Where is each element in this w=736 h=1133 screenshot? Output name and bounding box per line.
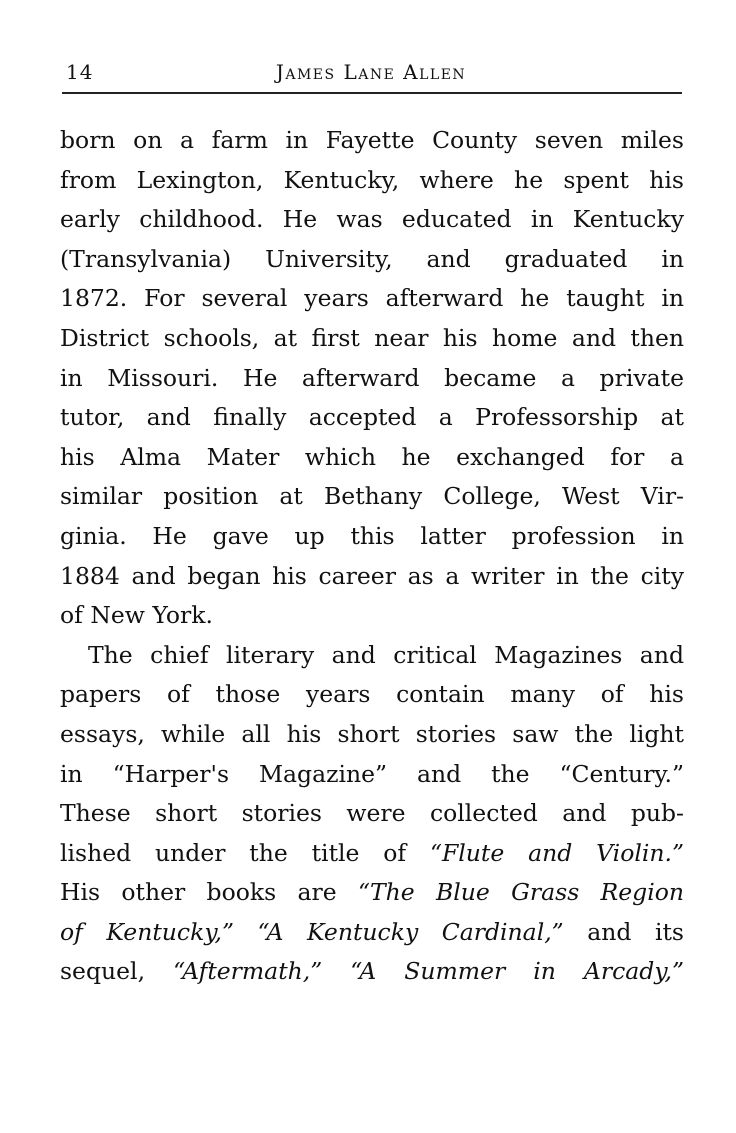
book-title-kentucky-cardinal: “A Kentucky Cardinal,” — [257, 917, 564, 946]
text-line: from Lexington, Kentucky, where he spent his — [60, 165, 684, 194]
header-rule — [62, 92, 682, 94]
paragraph-1 — [60, 121, 684, 636]
book-title-flute-and-violin: “Flute and Violin.” — [429, 838, 684, 867]
text-line: ginia. He gave up this latter profession in — [60, 521, 684, 550]
text-line — [60, 834, 684, 874]
text-line: of New York. — [60, 601, 213, 630]
text-line: his Alma Mater which he exchanged for a — [60, 442, 684, 471]
page-number: 14 — [66, 60, 94, 84]
text-line: The chief literary and critical Magazines and — [88, 640, 684, 669]
text-line: These short stories were collected and pub- — [60, 799, 684, 828]
text-span: and its — [563, 917, 684, 946]
text-line: in Missouri. He afterward became a private — [60, 363, 684, 392]
text-line: 1884 and began his career as a writer in the city — [60, 561, 684, 590]
text-line — [60, 952, 684, 992]
text-line: 1872. For several years afterward he taught in — [60, 284, 684, 313]
book-title-blue-grass-region-cont: of Kentucky,” — [60, 917, 234, 946]
text-line — [60, 873, 684, 913]
text-line: tutor, and finally accepted a Professorship at — [60, 403, 684, 432]
text-line: essays, while all his short stories saw the light — [60, 719, 684, 748]
text-line: born on a farm in Fayette County seven miles — [60, 126, 684, 154]
book-title-summer-in-arcady: “A Summer in Arcady,” — [350, 957, 684, 986]
text-line: papers of those years contain many of his — [60, 680, 684, 709]
body-text — [60, 121, 684, 992]
text-line — [60, 913, 684, 953]
book-title-aftermath: “Aftermath,” — [173, 957, 323, 986]
text-line: (Transylvania) University, and graduated in — [60, 244, 684, 273]
text-span: lished under the title of — [60, 838, 430, 867]
page-header — [60, 56, 682, 92]
text-line: in “Harper's Magazine” and the “Century.” — [60, 759, 684, 788]
book-title-blue-grass-region: “The Blue Grass Region — [357, 878, 684, 907]
paragraph-2 — [60, 636, 684, 992]
running-head: James Lane Allen — [275, 60, 467, 84]
text-span: His other books are — [60, 878, 358, 907]
text-line: early childhood. He was educated in Kentucky — [60, 205, 684, 234]
text-line: similar position at Bethany College, West Vir- — [60, 482, 684, 511]
text-line: District schools, at first near his home and then — [60, 323, 684, 352]
text-span: sequel, — [60, 957, 174, 986]
